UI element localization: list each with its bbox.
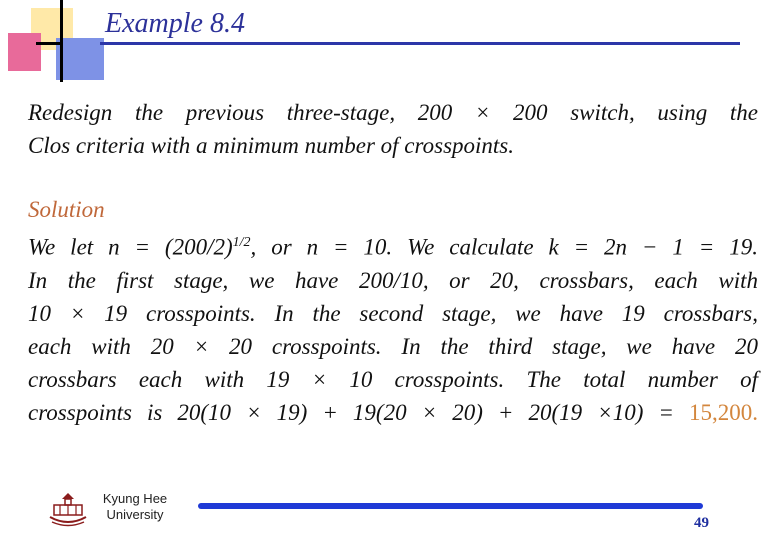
total-crosspoints-result: 15,200.: [689, 399, 758, 425]
solution-text: crosspoints is 20(10 × 19) + 19(20 × 20) + 20(19 ×10) =: [28, 399, 689, 425]
university-name: [92, 491, 178, 523]
solution-line: crossbars each with 19 × 10 crosspoints. The total number of: [28, 366, 758, 392]
solution-block: [28, 193, 758, 429]
page-number: 49: [694, 515, 709, 531]
solution-line: [28, 396, 758, 429]
solution-line: [28, 226, 758, 264]
solution-heading: Solution: [28, 197, 105, 222]
solution-text: , or n = 10. We calculate k = 2n − 1 = 19.: [250, 234, 758, 260]
decor-square-pink: [8, 33, 41, 71]
problem-statement: [28, 96, 758, 162]
solution-line: 10 × 19 crosspoints. In the second stage, we have 19 crossbars,: [28, 300, 758, 326]
university-name-line: University: [106, 507, 164, 522]
university-logo-icon: [48, 491, 88, 527]
exponent: 1/2: [232, 235, 251, 250]
university-name-line: Kyung Hee: [102, 491, 168, 506]
decor-cross-line: [36, 42, 62, 45]
footer-bar: [198, 503, 703, 509]
solution-line: In the first stage, we have 200/10, or 20, crossbars, each with: [28, 267, 758, 293]
slide-title: Example 8.4: [105, 8, 245, 39]
decor-square-blue: [56, 38, 104, 80]
solution-line: each with 20 × 20 crosspoints. In the third stage, we have 20: [28, 333, 758, 359]
title-underline: [100, 42, 740, 45]
solution-text: We let n = (200/2): [28, 234, 233, 260]
decor-vertical-line: [60, 0, 63, 82]
problem-line: Redesign the previous three-stage, 200 × 200 switch, using the: [28, 100, 758, 125]
problem-line: Clos criteria with a minimum number of crosspoints.: [28, 133, 514, 158]
